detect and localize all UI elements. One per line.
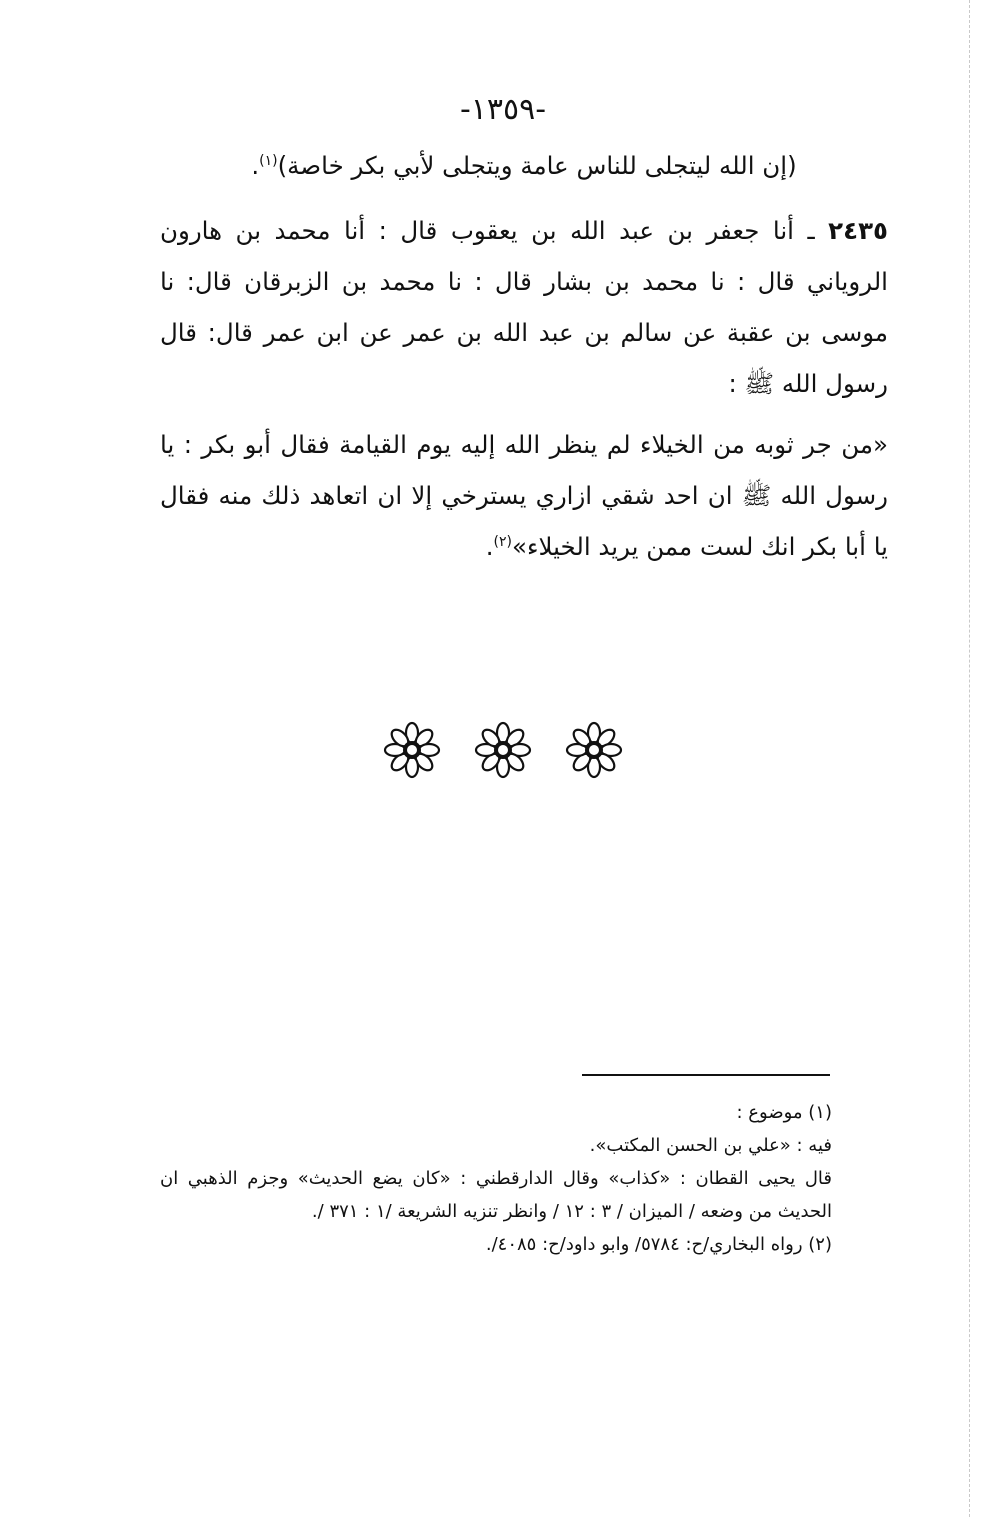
flower-ornament-icon	[473, 720, 533, 780]
ornament-row	[0, 720, 1006, 784]
quote-line	[160, 140, 888, 191]
footnote-1-head: (١) موضوع :	[736, 1102, 832, 1123]
page-number: -١٣٥٩-	[459, 92, 547, 127]
matn-text: «من جر ثوبه من الخيلاء لم ينظر الله إليه يوم القيامة فقال أبو بكر : يا رسول الله ﷺ ان احد شقي ازاري يسترخي إلا ان اتعاهد ذلك منه فقال يا أبا بكر انك لست ممن يريد الخيلاء»	[160, 430, 888, 561]
hadith-paragraph	[160, 205, 888, 409]
matn-paragraph	[160, 419, 888, 572]
footnote-ref-1: (١)	[259, 152, 278, 169]
isnad-text: ـ أنا جعفر بن عبد الله بن يعقوب قال : أنا محمد بن هارون الروياني قال : نا محمد بن بشار قال : نا محمد بن الزبرقان قال: نا موسى بن عقبة عن سالم بن عبد الله بن عمر عن ابن عمر قال: قال رسول الله ﷺ :	[160, 216, 888, 398]
period: .	[485, 532, 494, 561]
main-text	[160, 140, 888, 572]
flower-ornament-icon	[382, 720, 442, 780]
quote-text: (إن الله ليتجلى للناس عامة ويتجلى لأبي بكر خاصة)	[277, 151, 797, 180]
footnote-divider	[582, 1074, 830, 1076]
footnote-2: (٢) رواه البخاري/ح: ٥٧٨٤/ وابو داود/ح: ٤٠٨٥/.	[485, 1234, 832, 1255]
period: .	[251, 151, 260, 180]
footnotes	[160, 1096, 832, 1261]
flower-ornament-icon	[564, 720, 624, 780]
footnote-1-line-2: قال يحيى القطان : «كذاب» وقال الدارقطني : «كان يضع الحديث» وجزم الذهبي ان الحديث من وضعه / الميزان / ٣ : ١٢ / وانظر تنزيه الشريعة /١ : ٣٧١ /.	[160, 1168, 832, 1222]
footnote-1-line-1: فيه : «علي بن الحسن المكتب».	[589, 1135, 832, 1156]
hadith-number: ٢٤٣٥	[828, 216, 888, 245]
footnote-ref-2: (٢)	[493, 533, 513, 550]
